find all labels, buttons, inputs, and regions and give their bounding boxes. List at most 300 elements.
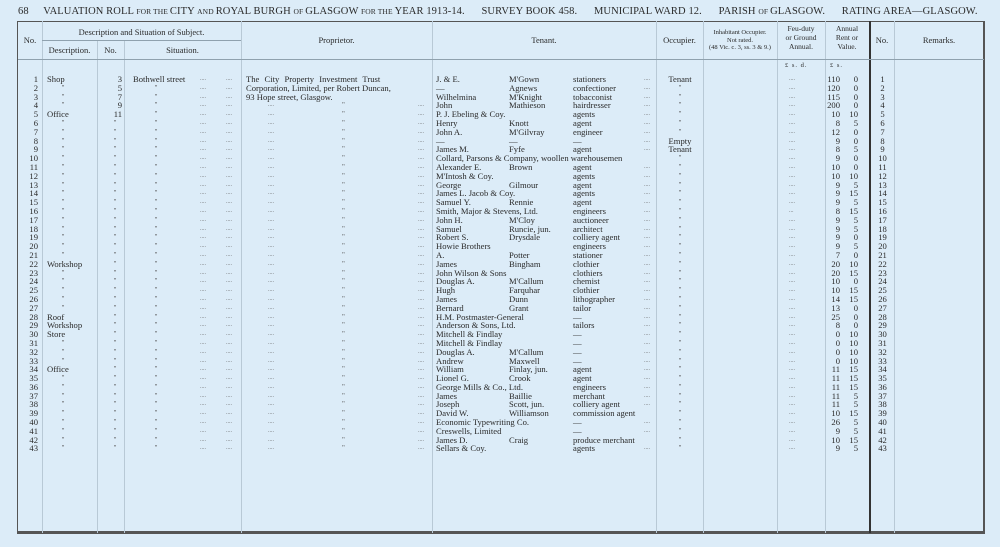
occupation: clothier [573,285,600,296]
rent-shillings: 10 [849,170,858,181]
rent-pounds: 200 [827,100,840,111]
leader-dots: .... [200,260,206,267]
roll-entries [0,75,1000,453]
leader-dots: .... [226,383,232,390]
situation: " [154,347,158,356]
tenant-first: Lionel G. [436,373,469,384]
proprietor-ditto: " [342,215,345,224]
feu-duty-value: .... [789,119,795,126]
entry-number-right: 25 [878,285,887,296]
occupier-status: " [678,206,682,215]
entry-number-right: 24 [878,276,887,287]
leader-dots: .... [644,322,650,329]
tenant-last: Finlay, jun. [509,364,548,375]
leader-dots: .... [226,234,232,241]
leader-dots: .... [644,401,650,408]
entry-number-right: 42 [878,434,887,445]
leader-dots: .... [418,357,424,364]
table-row [0,110,1000,119]
entry-number: 19 [29,232,38,243]
occupier-status: " [678,162,682,171]
leader-dots: .... [268,322,274,329]
occupier-status: " [678,382,682,391]
leader-dots: .... [418,111,424,118]
occupation: agent [573,373,592,384]
rent-pounds: 9 [835,197,840,208]
leader-dots: .... [644,190,650,197]
leader-dots: .... [200,251,206,258]
proprietor-line: 93 Hope street, Glasgow. [246,91,333,102]
leader-dots: .... [644,225,650,232]
occupation: colliery agent [573,232,621,243]
tenant-last: Gilmour [509,179,539,190]
leader-dots: .... [268,445,274,452]
leader-dots: .... [418,119,424,126]
leader-dots: .... [644,137,650,144]
rent-pounds: 9 [835,135,840,146]
rent-pounds: 9 [835,232,840,243]
feu-duty-value: .... [789,137,795,144]
leader-dots: .... [268,295,274,302]
entry-number: 9 [33,144,38,155]
street-number: " [113,321,117,330]
leader-dots: .... [226,251,232,258]
description: " [61,127,65,136]
leader-dots: .... [200,84,206,91]
proprietor-ditto: " [342,374,345,383]
occupation: tobacconist [573,91,613,102]
leader-dots: .... [418,207,424,214]
leader-dots: .... [644,260,650,267]
proprietor-ditto: " [342,426,345,435]
situation: " [154,206,158,215]
situation: " [154,83,158,92]
leader-dots: .... [200,234,206,241]
leader-dots: .... [268,401,274,408]
description: " [61,171,65,180]
leader-dots: .... [418,410,424,417]
rent-pounds: 13 [831,302,840,313]
occupation: engineers [573,205,606,216]
feu-duty-value: .... [789,357,795,364]
occupier-status: " [678,356,682,365]
rent-pounds: 8 [835,144,840,155]
occupation: stationer [573,249,603,260]
entry-number: 28 [29,311,38,322]
feu-duty-value: .... [789,392,795,399]
entry-number-right: 36 [878,381,887,392]
rent-shillings: 5 [853,390,858,401]
table-row [0,383,1000,392]
leader-dots: .... [644,269,650,276]
situation: Bothwell street [133,74,186,84]
rent-line-3: Value. [837,42,857,51]
leader-dots: .... [200,392,206,399]
entry-number-right: 33 [878,355,887,366]
occupier-status: " [678,286,682,295]
situation: " [154,330,158,339]
feu-duty-value: .... [789,163,795,170]
leader-dots: .... [268,366,274,373]
rent-pounds: 9 [835,179,840,190]
situation: " [154,127,158,136]
leader-dots: .... [226,419,232,426]
feu-duty-value: ... [789,207,794,214]
leader-dots: .... [268,190,274,197]
occupation: agents [573,188,595,199]
rent-pounds: 9 [835,241,840,252]
leader-dots: .... [418,234,424,241]
col-header-description: Description. [48,45,91,55]
entry-number: 7 [33,126,38,137]
occupation: architect [573,223,603,234]
rent-pounds: 10 [831,285,840,296]
rent-pounds: 10 [831,408,840,419]
entry-number-right: 3 [880,91,885,102]
tenant-first: James [436,258,458,269]
rent-pounds: 120 [827,82,840,93]
leader-dots: .... [268,357,274,364]
street-number: " [113,382,117,391]
proprietor-ditto: " [342,224,345,233]
entry-number: 24 [29,276,38,287]
situation: " [154,435,158,444]
feu-duty-value: .... [789,93,795,100]
leader-dots: .... [226,260,232,267]
entry-number-right: 23 [878,267,887,278]
entry-number-right: 22 [878,258,887,269]
leader-dots: .... [200,339,206,346]
rent-pounds: 9 [835,214,840,225]
tenant-first: Anderson & Sons, Ltd. [436,320,516,331]
tenant-first: Mitchell & Findlay [436,337,503,348]
entry-number: 39 [29,408,38,419]
description: " [61,83,65,92]
occupation: engineer [573,126,603,137]
description: " [61,382,65,391]
entry-number: 8 [33,135,38,146]
leader-dots: .... [268,410,274,417]
leader-dots: .... [644,146,650,153]
rent-shillings: 0 [853,153,858,164]
leader-dots: .... [268,339,274,346]
rent-shillings: 15 [849,188,858,199]
feu-line-3: Annual. [789,42,813,51]
rent-shillings: 5 [853,179,858,190]
rent-line-2: Rent or [835,33,859,42]
table-row [0,444,1000,453]
leader-dots: .... [644,93,650,100]
rent-pounds: 11 [831,390,840,401]
inhabitant-line-3: (48 Vic. c. 3, ss. 3 & 9.) [709,44,771,51]
title-fragment: CITY [169,6,198,17]
feu-duty-value: .... [789,172,795,179]
leader-dots: .... [268,137,274,144]
leader-dots: .... [268,313,274,320]
proprietor-ditto: " [342,365,345,374]
rent-shillings: 15 [849,267,858,278]
occupier-status: " [678,330,682,339]
entry-number-right: 37 [878,390,887,401]
street-number: " [113,409,117,418]
rent-shillings: 10 [849,337,858,348]
leader-dots: .... [268,181,274,188]
description: Roof [47,311,65,322]
proprietor-ditto: " [342,382,345,391]
situation: " [154,400,158,409]
situation: " [154,136,158,145]
street-number: " [113,198,117,207]
municipal-ward: MUNICIPAL WARD 12. [593,6,702,17]
rent-pounds: 115 [827,91,840,102]
feu-duty-value: .... [789,304,795,311]
situation: " [154,250,158,259]
entry-number-right: 1 [880,74,885,84]
entry-number-right: 11 [878,161,887,172]
street-number: " [113,127,117,136]
occupation: agent [573,197,592,208]
entry-number-right: 30 [878,329,887,340]
proprietor-ditto: " [342,101,345,110]
rent-shillings: 0 [853,74,858,84]
table-row [0,172,1000,181]
leader-dots: .... [226,216,232,223]
occupier-status: " [678,110,682,119]
rent-shillings: 0 [853,126,858,137]
description: " [61,198,65,207]
leader-dots: .... [200,331,206,338]
leader-dots: .... [644,295,650,302]
description: " [61,215,65,224]
leader-dots: .... [418,331,424,338]
entry-number-right: 28 [878,311,887,322]
occupier-status: " [678,224,682,233]
leader-dots: .... [200,76,206,82]
leader-dots: .... [200,313,206,320]
col-header-situation: Situation. [166,45,199,55]
rent-pounds: 9 [835,443,840,454]
leader-dots: .... [226,225,232,232]
situation: " [154,338,158,347]
street-number: " [113,171,117,180]
col-header-annual-rent [825,24,869,51]
street-number: 7 [117,91,122,102]
leader-dots: .... [200,287,206,294]
street-number: " [113,118,117,127]
rent-shillings: 10 [849,109,858,120]
occupier-status: " [678,409,682,418]
rent-pounds: 0 [835,329,840,340]
leader-dots: .... [644,181,650,188]
title-fragment: PARISH [718,6,759,17]
rent-shillings: 15 [849,364,858,375]
feu-duty-value: .... [789,260,795,267]
situation: " [154,409,158,418]
occupation: — [573,329,582,340]
situation: " [154,118,158,127]
description: " [61,400,65,409]
proprietor-ditto: " [342,321,345,330]
rent-shillings: 0 [853,232,858,243]
occupation: agent [573,179,592,190]
leader-dots: .... [226,427,232,434]
street-number: " [113,418,117,427]
table-row [0,233,1000,242]
description: " [61,224,65,233]
situation: " [154,356,158,365]
page-header [18,6,998,17]
situation: " [154,277,158,286]
leader-dots: .... [418,445,424,452]
situation: " [154,268,158,277]
rent-pounds: 9 [835,188,840,199]
situation: " [154,444,158,453]
leader-dots: .... [644,348,650,355]
situation: " [154,198,158,207]
tenant-last: Bingham [509,258,541,269]
description: Store [47,329,66,340]
rent-pounds: 10 [831,276,840,287]
proprietor-ditto: " [342,268,345,277]
tenant-first: Douglas A. [436,276,475,287]
entry-number-right: 27 [878,302,887,313]
tenant-last: M'Callum [509,276,544,287]
feu-line-1: Feu-duty [787,24,815,33]
leader-dots: .... [200,410,206,417]
title-fragment: VALUATION ROLL [43,6,137,17]
description: Office [47,109,69,120]
entry-number: 31 [29,337,38,348]
leader-dots: .... [268,278,274,285]
tenant-first: H.M. Postmaster-General [436,311,524,322]
street-number: 3 [117,74,122,84]
leader-dots: .... [226,119,232,126]
leader-dots: .... [226,128,232,135]
leader-dots: .... [268,128,274,135]
leader-dots: .... [226,190,232,197]
feu-duty-value: .... [789,436,795,443]
rent-shillings: 10 [849,258,858,269]
entry-number: 1 [33,74,38,84]
leader-dots: .... [268,155,274,162]
leader-dots: .... [418,251,424,258]
occupier-status: " [678,83,682,92]
entry-number: 27 [29,302,38,313]
description: Workshop [47,258,83,269]
rent-pounds: 26 [831,417,840,428]
rent-shillings: 5 [853,417,858,428]
feu-duty-value: .... [789,84,795,91]
leader-dots: .... [226,366,232,373]
occupation: — [573,417,582,428]
tenant-last: Agnews [509,82,538,93]
leader-dots: .... [644,392,650,399]
leader-dots: .... [644,243,650,250]
feu-duty-value: .... [789,269,795,276]
leader-dots: .... [226,375,232,382]
occupier-status: Tenant [668,144,692,155]
tenant-last: M'Callum [509,346,544,357]
street-number: " [113,224,117,233]
leader-dots: .... [268,348,274,355]
occupation: clothier [573,258,600,269]
street-number: " [113,154,117,163]
rent-line-1: Annual [835,24,859,33]
occupation: agents [573,443,595,454]
street-number: " [113,145,117,154]
occupation: — [573,355,582,366]
leader-dots: .... [200,181,206,188]
leader-dots: .... [268,234,274,241]
entry-number: 26 [29,293,38,304]
leader-dots: .... [418,392,424,399]
tenant-first: James D. [436,434,468,445]
table-row [0,137,1000,146]
leader-dots: .... [268,392,274,399]
leader-dots: .... [644,278,650,285]
proprietor-ditto: " [342,259,345,268]
header-rule [18,59,984,60]
rent-shillings: 15 [849,205,858,216]
leader-dots: .... [226,199,232,206]
feu-duty-value: .... [789,295,795,302]
entry-number: 10 [29,153,38,164]
title-fragment: GLASGOW [305,6,362,17]
street-number: " [113,250,117,259]
tenant-last: — [509,135,518,146]
rent-shillings: 0 [853,249,858,260]
leader-dots: .... [644,445,650,452]
occupation: — [573,425,582,436]
street-number: " [113,365,117,374]
rent-units: £ s. [830,62,844,69]
rent-shillings: 0 [853,100,858,111]
leader-dots: .... [226,207,232,214]
occupation: commission agent [573,408,636,419]
tenant-first: George Mills & Co., Ltd. [436,381,523,392]
rent-pounds: 10 [831,161,840,172]
entry-number-right: 6 [880,117,885,128]
leader-dots: .... [644,357,650,364]
leader-dots: .... [200,419,206,426]
situation: " [154,162,158,171]
entry-number: 34 [29,364,38,375]
rent-pounds: 20 [831,258,840,269]
col-header-tenant: Tenant. [531,35,557,45]
rent-shillings: 0 [853,91,858,102]
entry-number-right: 13 [878,179,887,190]
description: " [61,162,65,171]
occupation: agent [573,161,592,172]
street-number: " [113,444,117,453]
leader-dots: .... [418,269,424,276]
leader-dots: .... [644,172,650,179]
feu-duty-value: .... [789,287,795,294]
entry-number-right: 39 [878,408,887,419]
entry-number: 18 [29,223,38,234]
occupier-status: " [678,259,682,268]
rent-pounds: 11 [831,364,840,375]
feu-duty-value: .... [789,419,795,426]
title-fragment: ROYAL BURGH [215,6,294,17]
leader-dots: .... [200,207,206,214]
description: " [61,435,65,444]
street-number: " [113,356,117,365]
proprietor-ditto: " [342,233,345,242]
col-header-feu-duty [777,24,825,51]
proprietor-ditto: " [342,198,345,207]
feu-duty-value: .... [789,410,795,417]
